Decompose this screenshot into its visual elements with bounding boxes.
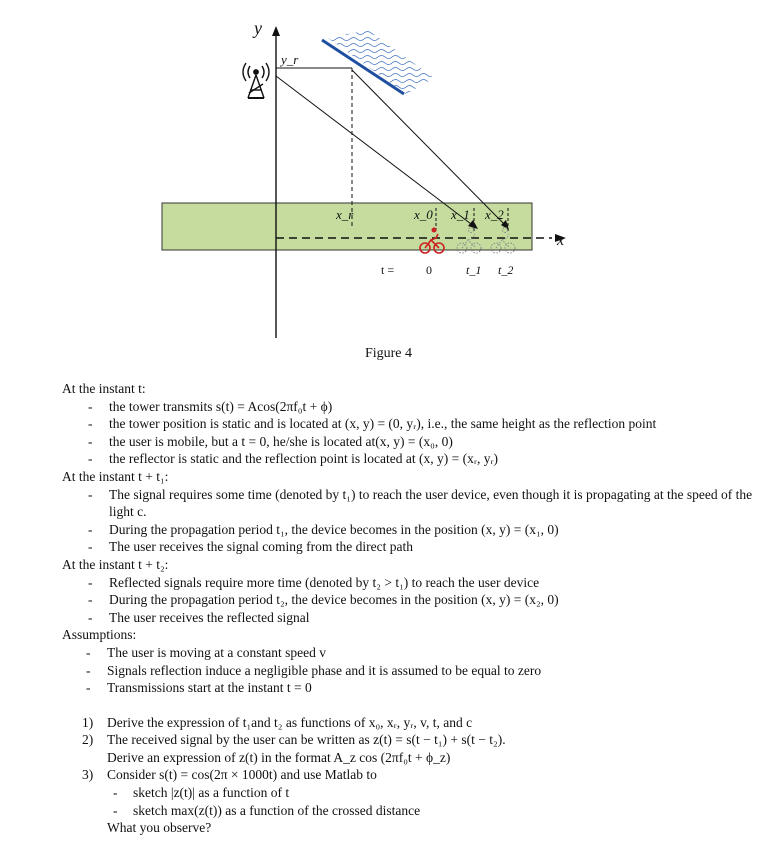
question-number: 1) [82, 714, 94, 730]
y-axis-arrow [272, 26, 280, 36]
question-text: Derive the expression of t₁and t₂ as functions of x₀, xᵣ, yᵣ, v, t, and c [107, 714, 473, 730]
list-item: - The signal requires some time (denoted by t₁) to reach the user device, even though it is propagating at the speed of the light c. [0, 486, 777, 521]
xr-label: x_r [336, 207, 354, 222]
question-text: The received signal by the user can be written as z(t) = s(t − t₁) + s(t − t₂). [107, 732, 506, 748]
list-item: - the user is mobile, but a t = 0, he/she is located at(x, y) = (x₀, 0) [0, 433, 777, 451]
list-item: - the tower transmits s(t) = Acos(2πf₀t + ϕ) [0, 398, 777, 416]
x-axis-label: x [557, 232, 565, 249]
closing-question: What you observe? [107, 820, 212, 836]
list-item: - The user receives the signal coming from the direct path [0, 538, 777, 556]
reflector-surface [328, 30, 434, 94]
question-text: Consider s(t) = cos(2π × 1000t) and use Matlab to [107, 767, 377, 783]
list-item: - The user receives the reflected signal [0, 609, 777, 627]
x1-label: x_1 [451, 207, 470, 222]
question-text-continued: Derive an expression of z(t) in the format A_z cos (2πf₀t + ϕ_z) [107, 749, 451, 765]
sub-item: - sketch max(z(t)) as a function of the crossed distance [107, 802, 777, 820]
list-item: - the reflector is static and the reflection point is located at (x, y) = (xᵣ, yᵣ) [0, 450, 777, 468]
time-2-label: t_2 [498, 263, 514, 277]
question-number: 2) [82, 732, 94, 748]
question-item [0, 731, 777, 766]
sub-item: - sketch |z(t)| as a function of t [107, 784, 777, 802]
list-item: - Reflected signals require more time (denoted by t₂ > t₁) to reach the user device [0, 574, 777, 592]
section-header: At the instant t + t₂: [62, 556, 169, 572]
section-header: Assumptions: [62, 627, 137, 643]
question-number: 3) [82, 767, 94, 783]
question-item [0, 714, 777, 732]
figure-caption: Figure 4 [364, 346, 413, 361]
y-axis-label: y [254, 18, 262, 38]
section-header: At the instant t + t₁: [62, 468, 169, 484]
section-header: At the instant t: [62, 381, 146, 396]
time-prefix-label: t = [381, 263, 395, 277]
figure-4-diagram [0, 0, 777, 345]
list-item: - the tower position is static and is located at (x, y) = (0, yᵣ), i.e., the same height as the reflection point [0, 415, 777, 433]
question-item [0, 766, 777, 819]
list-item: - During the propagation period t₁, the device becomes in the position (x, y) = (x₁, 0) [0, 521, 777, 539]
x0-label: x_0 [414, 207, 433, 222]
time-1-label: t_1 [466, 263, 482, 277]
list-item: - The user is moving at a constant speed v [0, 644, 777, 662]
yr-label: y_r [281, 52, 299, 67]
time-0-label: 0 [426, 263, 432, 277]
x2-label: x_2 [485, 207, 504, 222]
list-item: - Signals reflection induce a negligible phase and it is assumed to be equal to zero [0, 662, 777, 680]
list-item: - Transmissions start at the instant t = 0 [0, 679, 777, 697]
problem-text [0, 380, 777, 837]
cell-tower-icon [243, 63, 269, 98]
list-item: - During the propagation period t₂, the device becomes in the position (x, y) = (x₂, 0) [0, 591, 777, 609]
